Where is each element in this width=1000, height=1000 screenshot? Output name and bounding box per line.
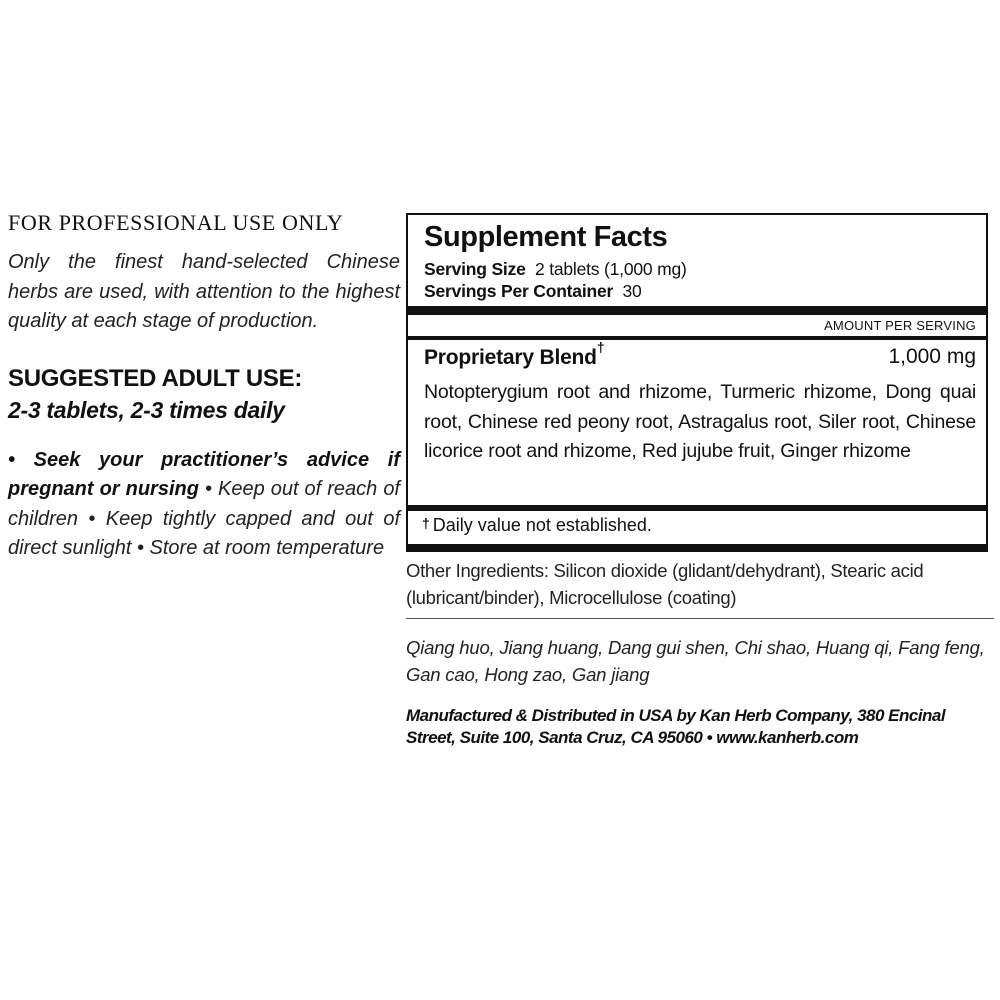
servings-per-container-row [424, 281, 642, 302]
amount-per-serving-header: AMOUNT PER SERVING [824, 318, 976, 333]
other-ingredients: Other Ingredients: Silicon dioxide (glidant/dehydrant), Stearic acid (lubricant/binder), Microcellulose (coating) [406, 560, 924, 608]
serving-size-row [424, 259, 687, 280]
supplement-facts-title: Supplement Facts [424, 221, 668, 253]
proprietary-blend-label [424, 339, 605, 370]
warnings-text [8, 446, 400, 564]
daily-value-note [422, 515, 652, 536]
proprietary-blend-amount: 1,000 mg [888, 345, 976, 368]
pinyin-names: Qiang huo, Jiang huang, Dang gui shen, Chi shao, Huang qi, Fang feng, Gan cao, Hong zao, Gan jiang [406, 637, 985, 685]
warning-storage: • Keep out of reach of children • Keep tightly capped and out of direct sunlight • Store at room temperature [8, 478, 400, 559]
intro-text: Only the finest hand-selected Chinese herbs are used, with attention to the highest quality at each stage of production. [8, 251, 400, 332]
thick-divider-end [408, 544, 986, 550]
supplement-facts-panel [406, 213, 988, 552]
warning-pregnancy: • Seek your practitioner’s advice if pregnant or nursing [8, 448, 400, 500]
section-divider [406, 618, 994, 619]
serving-size-label: Serving Size [424, 259, 526, 279]
dv-dagger: † [422, 515, 430, 531]
blend-dagger: † [596, 339, 605, 355]
medium-divider [408, 336, 986, 340]
blend-ingredients: Notopterygium root and rhizome, Turmeric rhizome, Dong quai root, Chinese red peony root, Astragalus root, Siler root, Chinese licorice root and rhizome, Red jujube fruit, Ginger rhizome [424, 381, 976, 462]
left-column [8, 210, 400, 564]
professional-use-heading: FOR PROFESSIONAL USE ONLY [8, 210, 344, 235]
thick-divider-top [408, 306, 986, 315]
serving-size-value: 2 tablets (1,000 mg) [535, 259, 687, 279]
servings-per-container-value: 30 [622, 281, 642, 301]
suggested-dose: 2-3 tablets, 2-3 times daily [8, 396, 285, 423]
suggested-use-heading: SUGGESTED ADULT USE: [8, 364, 303, 392]
servings-per-container-label: Servings Per Container [424, 281, 614, 301]
dv-note-text: Daily value not established. [432, 515, 652, 535]
thick-divider-bottom [408, 505, 986, 511]
manufacturer-info: Manufactured & Distributed in USA by Kan Herb Company, 380 Encinal Street, Suite 100, Santa Cruz, CA 95060 • www.kanherb.com [406, 706, 946, 747]
blend-name: Proprietary Blend [424, 346, 597, 369]
